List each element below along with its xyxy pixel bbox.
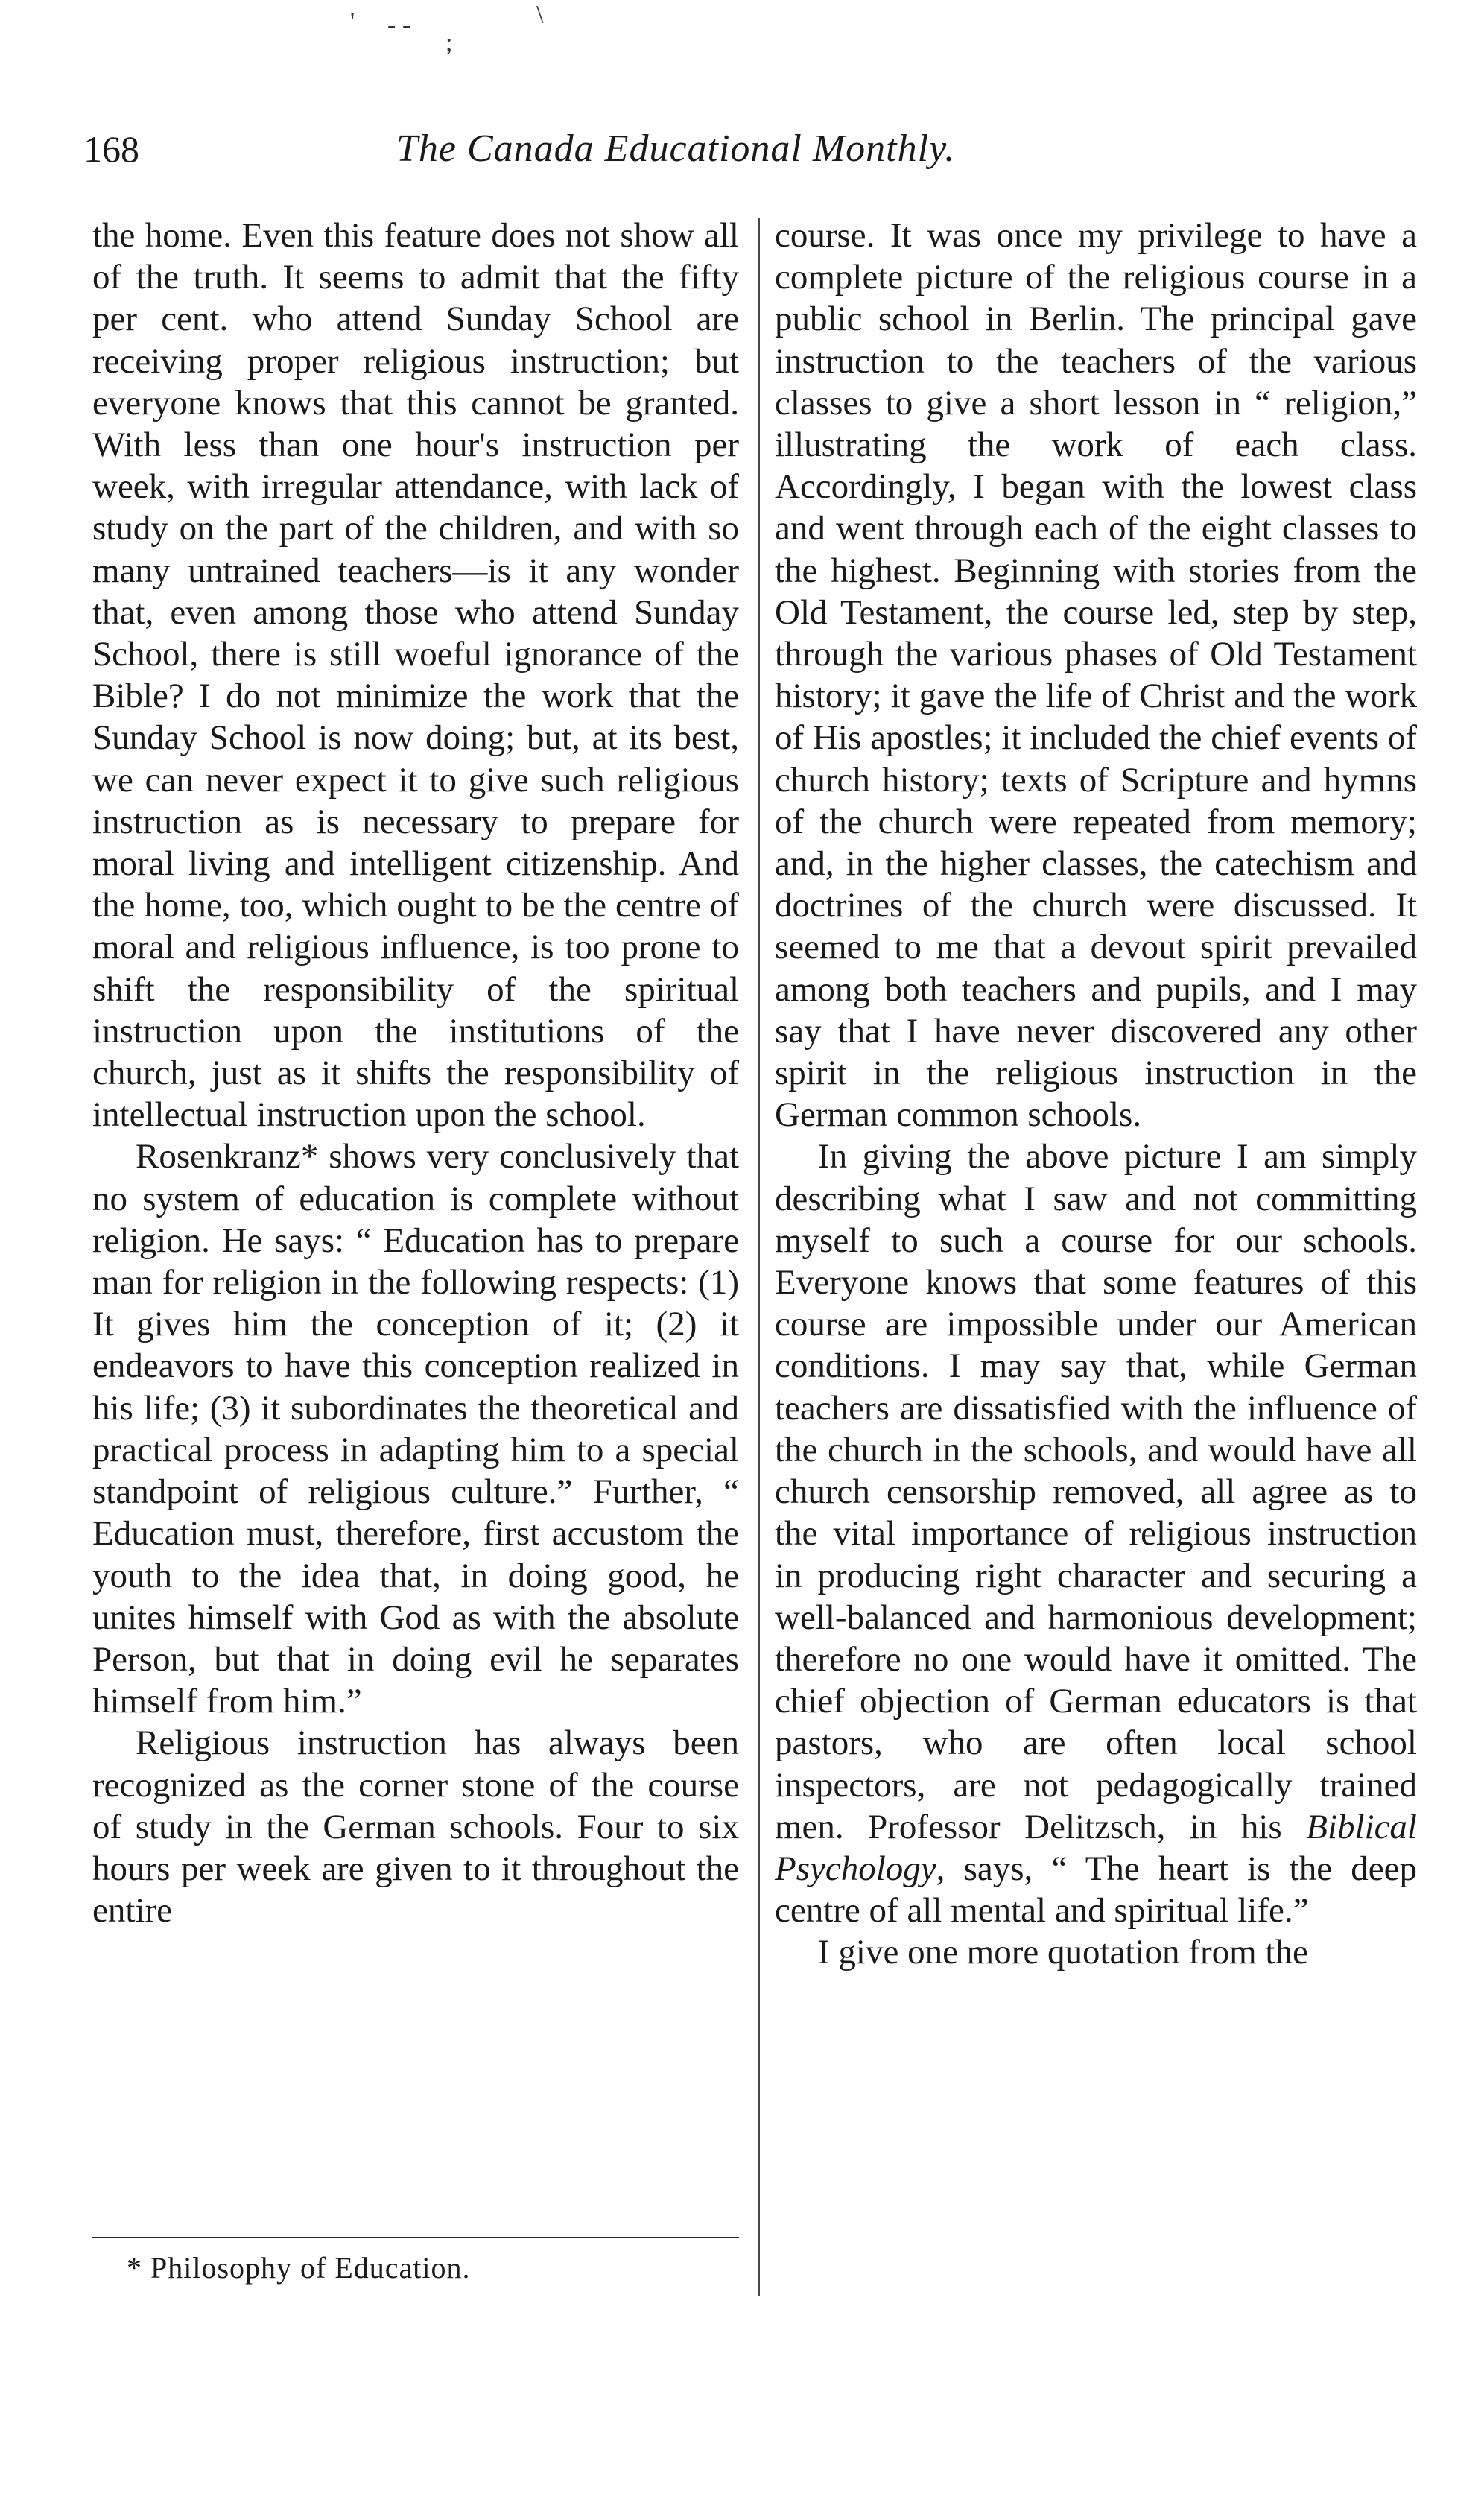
body-paragraph: Religious instruction has always been recognized as the corner stone of the course of study in the German schools. Four to six hours per week are given to it throughout the entire: [92, 1723, 739, 1931]
right-column: [775, 215, 1417, 1974]
book-title: Biblical Psychology: [775, 1807, 1417, 1888]
page-number: 168: [83, 128, 139, 170]
journal-title: The Canada Educational Monthly.: [396, 127, 956, 170]
footnote: * Philosophy of Education.: [127, 2251, 471, 2285]
body-paragraph: Rosenkranz* shows very conclusively that no system of education is complete without religion. He says: “ Education has to prepare man for religion in the following respects: (1) It gives him the conception of it; (2) it endeavors to have this conception realized in his life; (3) it subordinates the theoretical and practical process in adapting him to a special standpoint of religious culture.” Further, “ Education must, therefore, first accustom the youth to the idea that, in doing good, he unites himself with God as with the absolute Person, but that in doing evil he separates himself from him.”: [92, 1137, 739, 1721]
page-header: [83, 119, 1104, 179]
scan-speck: ': [350, 8, 355, 36]
body-text: , says, “ The heart is the deep centre of all mental and spiritual life.”: [775, 1849, 1417, 1931]
body-paragraph: I give one more quotation from the: [818, 1933, 1308, 1972]
footnote-divider: [92, 2237, 739, 2238]
body-paragraph: the home. Even this feature does not show all of the truth. It seems to admit that the fifty per cent. who attend Sunday School are receiving proper religious instruction; but everyone knows that this cannot be granted. With less than one hour's instruction per week, with irregular attendance, with lack of study on the part of the children, and with so many untrained teachers—is it any wonder that, even among those who attend Sunday School, there is still woeful ignorance of the Bible? I do not minimize the work that the Sunday School is now doing; but, at its best, we can never expect it to give such religious instruction as is necessary to prepare for moral living and intelligent citizenship. And the home, too, which ought to be the centre of moral and religious influence, is too prone to shift the responsibility of the spiritual instruction upon the institutions of the church, just as it shifts the responsibility of intellectual instruction upon the school.: [92, 216, 739, 1135]
scan-speck: ;: [445, 29, 453, 57]
scan-speck: \: [536, 1, 544, 28]
left-column: [92, 215, 739, 1931]
column-divider: [758, 218, 760, 2296]
body-text: In giving the above picture I am simply describing what I saw and not committing myself to such a course for our schools. Everyone knows that some features of this course are impossible under our American conditions. I may say that, while German teachers are dissatisfied with the influence of the church in the schools, and would have all church censorship removed, all agree as to the vital importance of religious instruction in producing right character and securing a well-balanced and harmonious development; therefore no one would have it omitted. The chief objection of German educators is that pastors, who are often local school inspectors, are not pedagogically trained men. Professor Delitzsch, in his: [775, 1137, 1417, 1846]
scan-speck: - -: [387, 11, 411, 39]
body-paragraph: course. It was once my privilege to have a complete picture of the religious course in a public school in Berlin. The principal gave instruction to the teachers of the various classes to give a short lesson in “ religion,” illustrating the work of each class. Accordingly, I began with the lowest class and went through each of the eight classes to the highest. Beginning with stories from the Old Testament, the course led, step by step, through the various phases of Old Testament history; it gave the life of Christ and the work of His apostles; it included the chief events of church history; texts of Scripture and hymns of the church were repeated from memory; and, in the higher classes, the catechism and doctrines of the church were discussed. It seemed to me that a devout spirit prevailed among both teachers and pupils, and I may say that I have never discovered any other spirit in the religious instruction in the German common schools.: [775, 216, 1417, 1135]
body-paragraph: [775, 1136, 1417, 1931]
